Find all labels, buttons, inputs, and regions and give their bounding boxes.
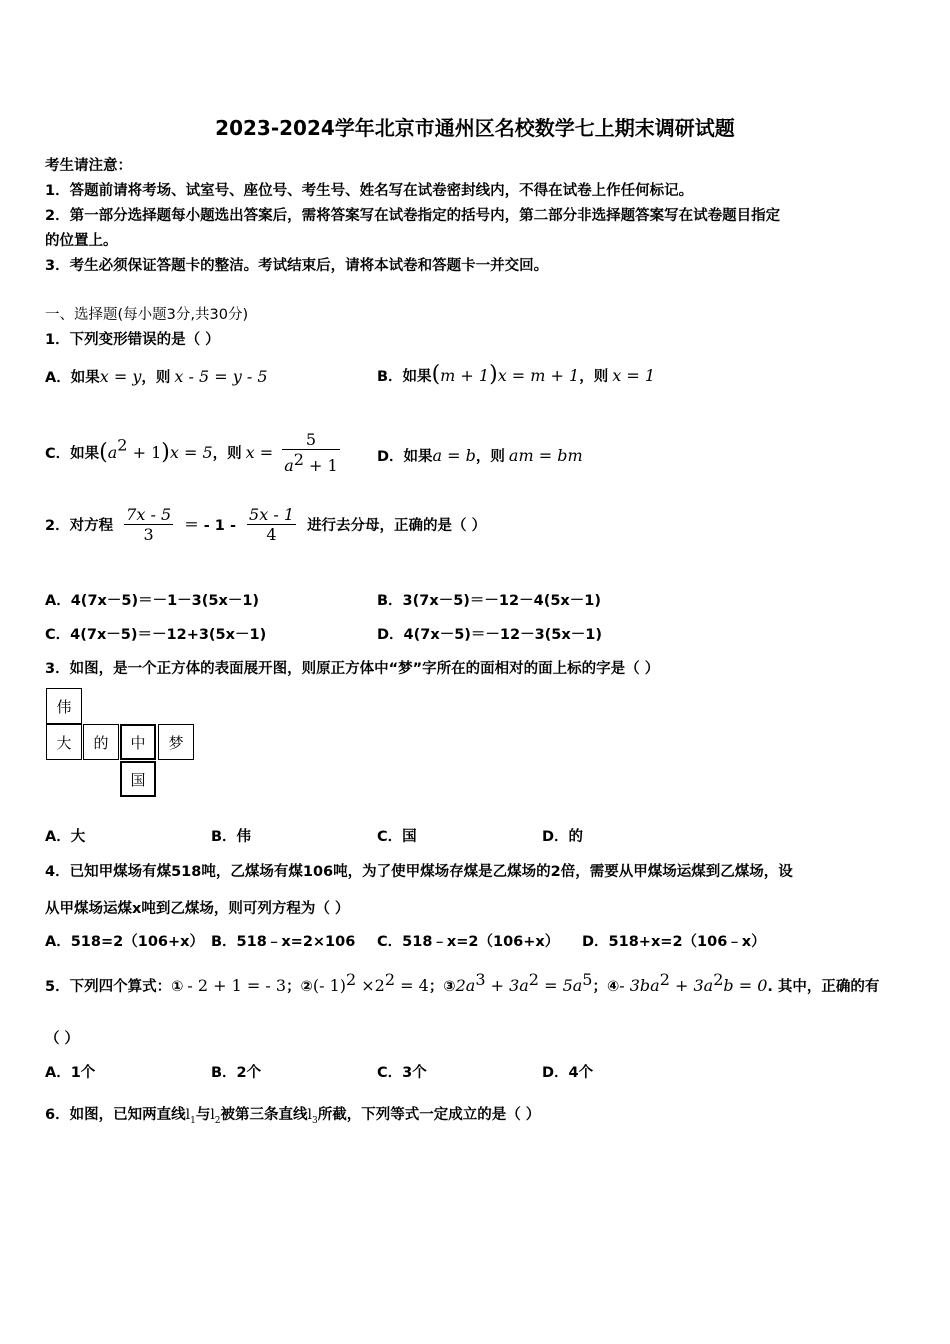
math-expr: + 1 xyxy=(303,455,338,475)
math-expr: + 1 xyxy=(127,442,162,462)
q2-middle: ＝ - 1 - xyxy=(184,518,236,534)
separator: ；④ xyxy=(592,978,620,995)
math-expr: x = xyxy=(245,442,274,462)
q2-option-b: B．3(7x－5)＝－12－4(5x－1) xyxy=(377,593,601,609)
q5-option-d: D．4个 xyxy=(542,1065,594,1081)
fraction xyxy=(124,505,173,544)
separator: ；② xyxy=(286,978,313,995)
q3-option-d: D．的 xyxy=(542,829,584,845)
math-subscript: 2 xyxy=(214,1115,221,1126)
math-expr: l xyxy=(210,1107,215,1123)
section-heading: 一、选择题(每小题3分,共30分) xyxy=(45,307,249,323)
q6-suffix: 所截，下列等式一定成立的是（ ） xyxy=(317,1107,541,1123)
math-expr: x - 5 = y - 5 xyxy=(174,367,268,386)
math-subscript: 3 xyxy=(312,1115,318,1126)
math-expr: x = 5 xyxy=(169,442,213,462)
math-expr: am = bm xyxy=(508,446,583,465)
math-expr: a = b xyxy=(432,446,476,465)
math-expr: = 5a xyxy=(538,975,583,995)
math-expr: a xyxy=(284,455,294,475)
math-expr: x = m + 1 xyxy=(497,366,580,385)
notice-item: 2．第一部分选择题每小题选出答案后，需将答案写在试卷指定的括号内，第二部分非选择题答案写在试卷题目指定 xyxy=(45,208,781,224)
net-face-top: 伟 xyxy=(46,688,82,724)
math-expr: l xyxy=(307,1107,313,1123)
q4-option-b: B．518﹣x=2×106 xyxy=(211,934,356,950)
math-exponent: 2 xyxy=(293,450,304,469)
option-text: ，则 xyxy=(475,449,505,465)
page-title: 2023-2024学年北京市通州区名校数学七上期末调研试题 xyxy=(215,116,735,140)
separator: ；③ xyxy=(428,978,456,995)
q2-option-a: A．4(7x－5)＝－1－3(5x－1) xyxy=(45,593,260,609)
math-expr: - 2 + 1 = - 3 xyxy=(187,975,287,995)
q4-option-c: C．518﹣x=2（106+x） xyxy=(377,934,560,950)
notice-item: 1．答题前请将考场、试室号、座位号、考生号、姓名写在试卷密封线内，不得在试卷上作任何标记。 xyxy=(45,183,694,199)
net-face: 梦 xyxy=(158,724,194,760)
math-expr: + 3a xyxy=(485,975,529,995)
option-label: B．如果 xyxy=(377,369,432,385)
q4-option-a: A．518=2（106+x） xyxy=(45,934,204,950)
math-exponent: 2 xyxy=(659,970,670,989)
fraction-denominator xyxy=(282,450,340,475)
option-text: ，则 xyxy=(141,370,171,386)
math-exponent: 2 xyxy=(117,435,128,455)
notice-item: 3．考生必须保证答题卡的整洁。考试结束后，请将本试卷和答题卡一并交回。 xyxy=(45,258,549,274)
option-label: D．如果 xyxy=(377,449,433,465)
net-face-bottom: 国 xyxy=(120,761,156,797)
math-expr: = 4 xyxy=(395,975,429,995)
math-exponent: 3 xyxy=(475,970,486,989)
q3-option-b: B．伟 xyxy=(211,829,252,845)
math-expr: b = 0 xyxy=(723,975,768,995)
q4-option-d: D．518+x=2（106﹣x） xyxy=(582,934,766,950)
q5-option-a: A．1个 xyxy=(45,1065,96,1081)
q6-stem xyxy=(45,1103,540,1126)
q3-option-a: A．大 xyxy=(45,829,86,845)
math-expr: (- 1) xyxy=(312,975,346,995)
math-exponent: 2 xyxy=(346,970,357,989)
option-label: A．如果 xyxy=(45,370,100,386)
net-face: 大 xyxy=(46,724,82,760)
math-expr: ×2 xyxy=(356,975,385,995)
fraction-numerator: 5x - 1 xyxy=(249,505,294,524)
q3-stem: 3．如图，是一个正方体的表面展开图，则原正方体中“梦”字所在的面相对的面上标的字是（ ） xyxy=(45,661,660,677)
q1-option-c xyxy=(45,430,340,475)
q1-stem: 1．下列变形错误的是（ ） xyxy=(45,332,220,348)
q5-stem-cont: （ ） xyxy=(45,1031,80,1047)
fraction-denominator: 4 xyxy=(266,525,277,544)
q1-option-a xyxy=(45,366,268,387)
math-exponent: 2 xyxy=(528,970,539,989)
math-expr: m + 1 xyxy=(440,366,490,385)
fraction xyxy=(247,505,296,544)
paren: ) xyxy=(489,362,498,387)
math-expr: x = 1 xyxy=(612,366,655,385)
math-expr: + 3a xyxy=(669,975,714,995)
notice-heading: 考生请注意： xyxy=(45,158,132,174)
math-expr: 2a xyxy=(455,975,476,995)
net-face: 的 xyxy=(83,724,119,760)
q5-suffix: . 其中，正确的有 xyxy=(767,978,880,995)
option-text: ，则 xyxy=(212,445,242,462)
option-label: C．如果 xyxy=(45,445,100,462)
math-exponent: 2 xyxy=(384,970,396,989)
q1-option-d xyxy=(377,445,583,466)
q5-option-c: C．3个 xyxy=(377,1065,427,1081)
math-expr: l xyxy=(185,1107,191,1123)
paren: ) xyxy=(161,439,170,465)
q4-stem: 4．已知甲煤场有煤518吨，乙煤场有煤106吨，为了使甲煤场存煤是乙煤场的2倍，需要从甲煤场运煤到乙煤场，设 xyxy=(45,864,793,880)
net-face: 中 xyxy=(120,724,156,760)
paren: ( xyxy=(431,362,441,387)
math-expr: a xyxy=(107,442,118,462)
q5-stem xyxy=(45,970,879,996)
fraction-numerator: 5 xyxy=(282,430,340,450)
math-exponent: 2 xyxy=(713,970,724,989)
q1-option-b xyxy=(377,362,655,387)
q6-prefix: 6．如图，已知两直线 xyxy=(45,1107,186,1123)
q2-prefix: 2．对方程 xyxy=(45,518,114,534)
q5-prefix: 5．下列四个算式：① xyxy=(45,978,184,995)
math-expr: x = y xyxy=(99,367,142,386)
q2-suffix: 进行去分母，正确的是（ ） xyxy=(307,518,487,534)
fraction-numerator: 7x - 5 xyxy=(126,505,172,524)
q2-stem xyxy=(45,505,486,544)
math-expr: - 3ba xyxy=(619,975,660,995)
q5-option-b: B．2个 xyxy=(211,1065,262,1081)
q2-option-c: C．4(7x－5)＝－12+3(5x－1) xyxy=(45,627,267,643)
q6-text: 与 xyxy=(195,1107,211,1123)
q2-option-d: D．4(7x－5)＝－12－3(5x－1) xyxy=(377,627,602,643)
q4-stem-cont: 从甲煤场运煤x吨到乙煤场，则可列方程为（ ） xyxy=(45,901,350,917)
fraction-denominator: 3 xyxy=(143,525,154,544)
paren: ( xyxy=(99,439,108,465)
option-text: ，则 xyxy=(579,369,609,385)
math-exponent: 5 xyxy=(582,970,593,989)
q3-option-c: C．国 xyxy=(377,829,417,845)
q6-text: 被第三条直线 xyxy=(220,1107,308,1123)
notice-item: 的位置上。 xyxy=(45,233,118,249)
math-subscript: 1 xyxy=(190,1115,196,1126)
fraction xyxy=(282,430,340,475)
